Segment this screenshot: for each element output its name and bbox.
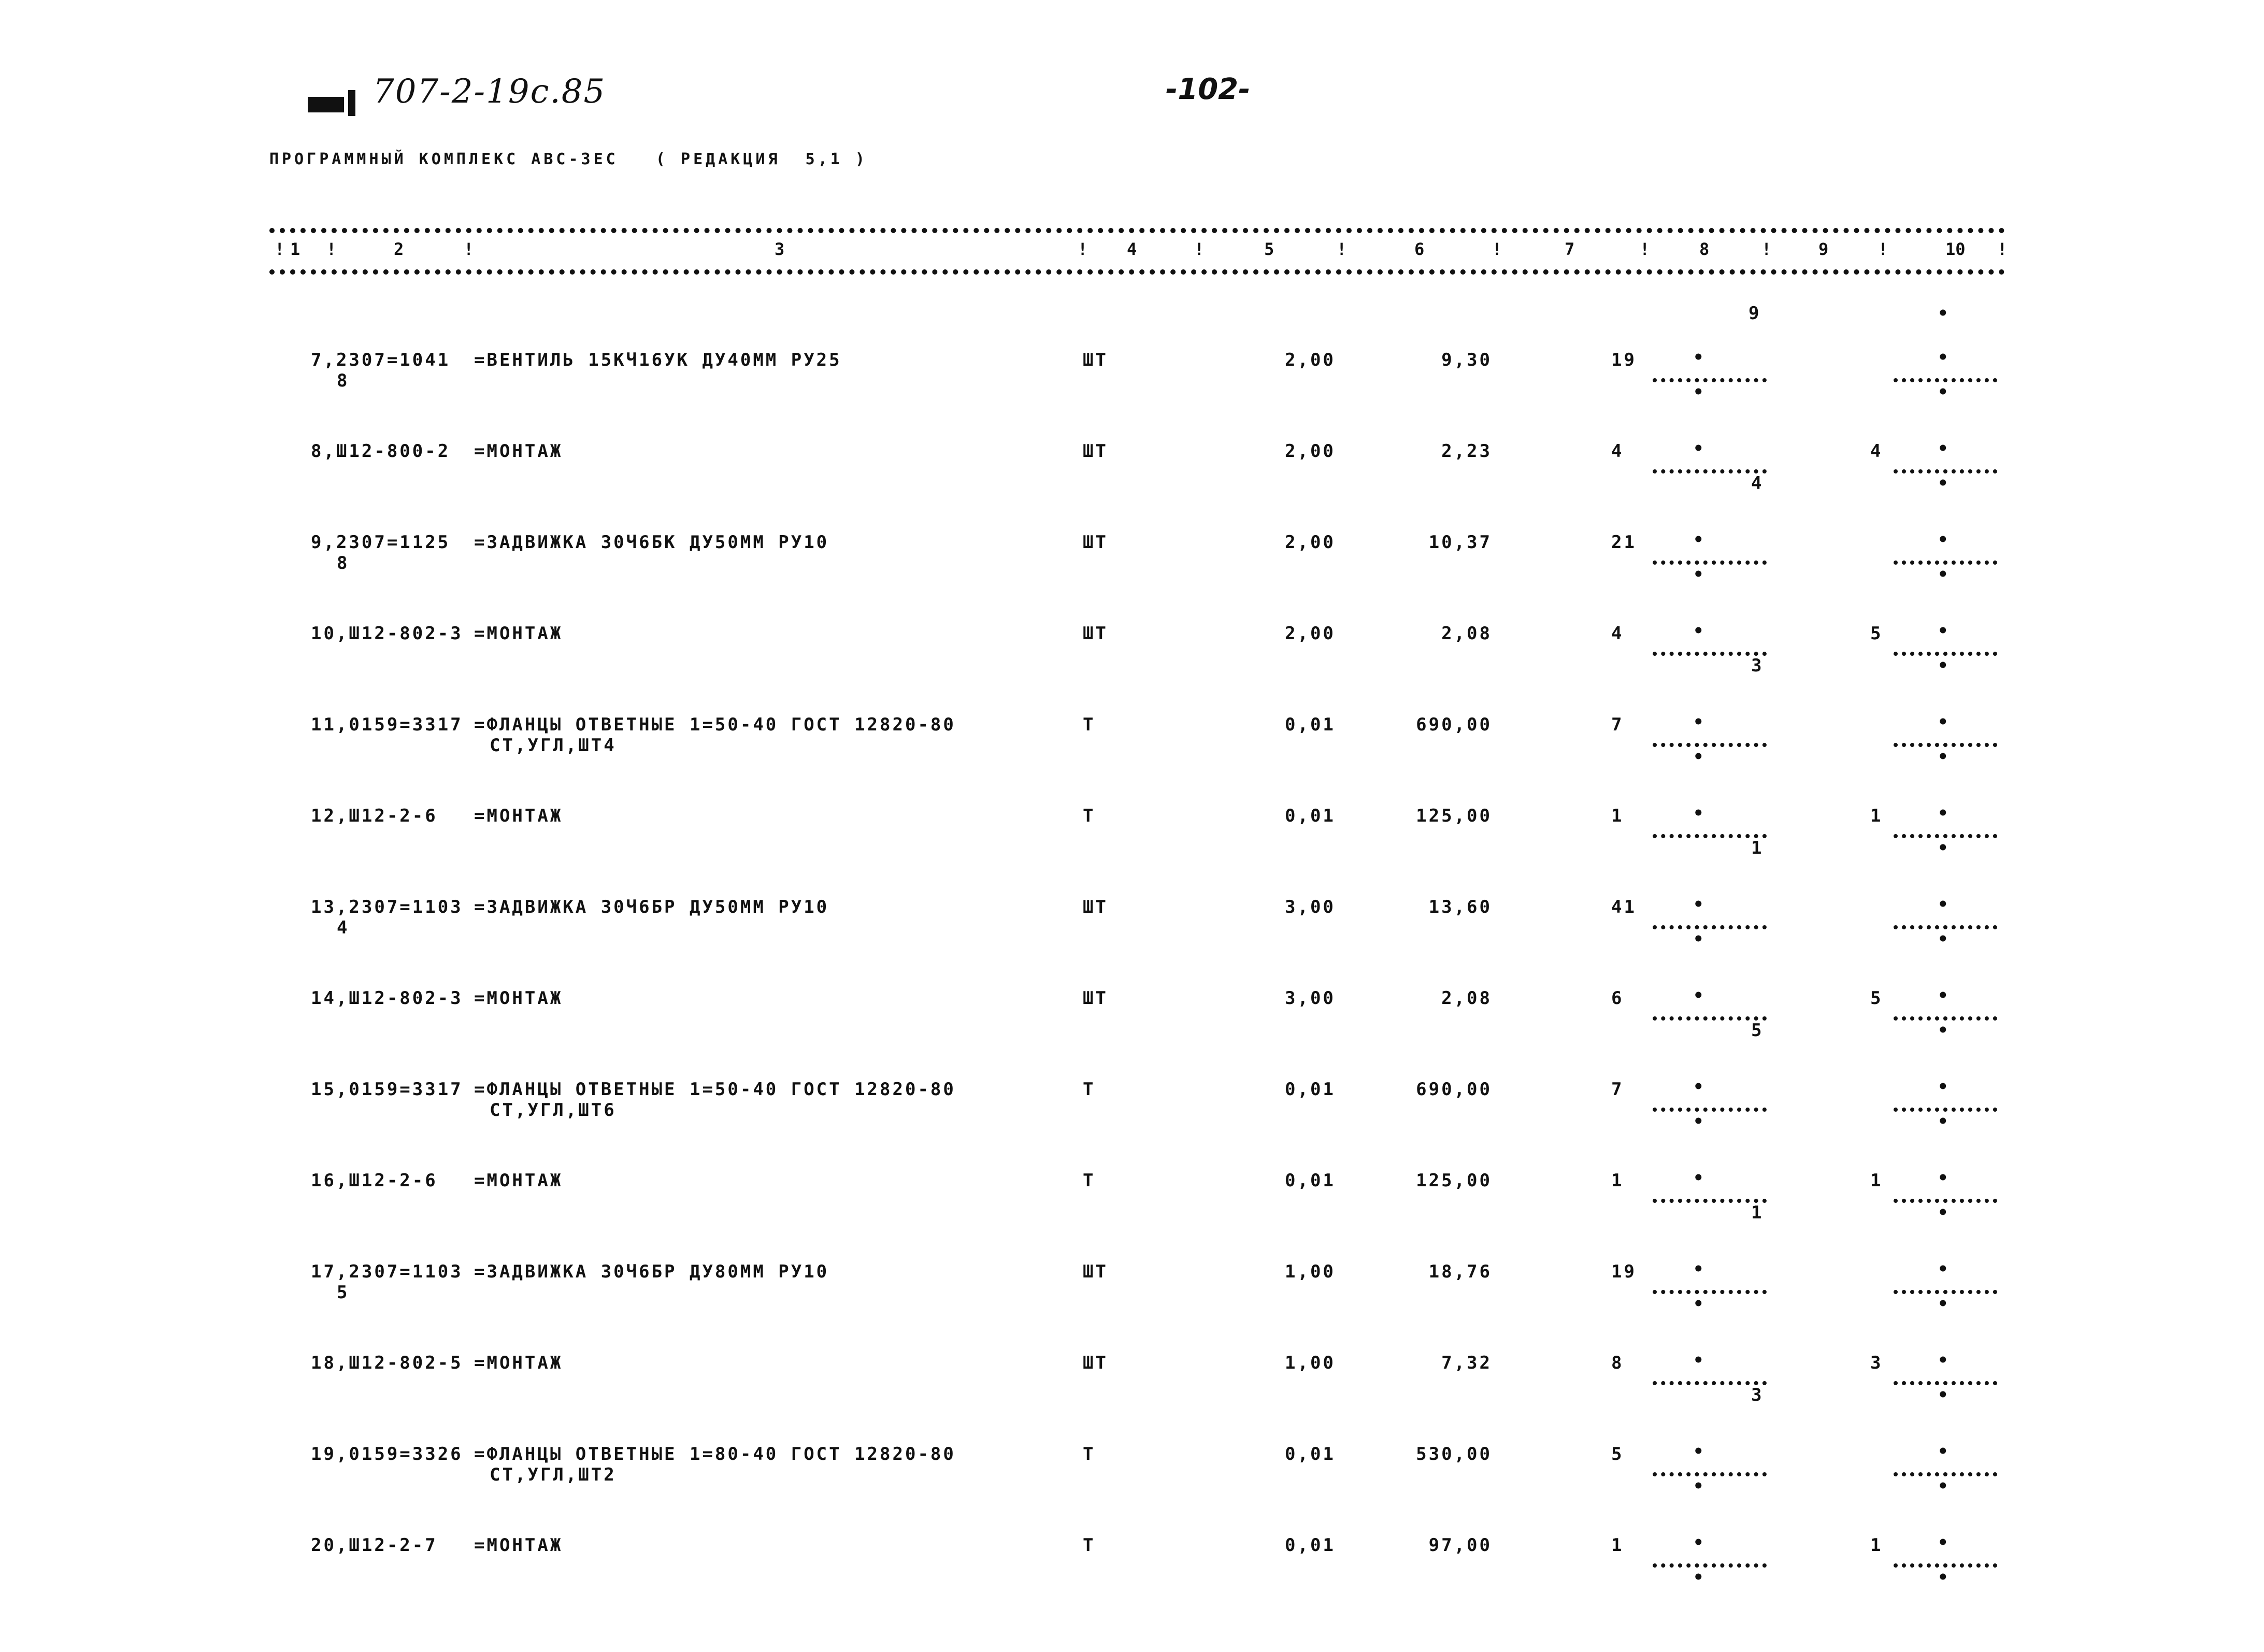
row-name-continued: СТ,УГЛ,ШТ6 — [490, 1100, 617, 1121]
row-col7-value: 4 — [1611, 441, 1624, 462]
header-bottom-border — [269, 269, 2005, 275]
row-sub-index: 4 — [337, 917, 350, 938]
row-quantity: 2,00 — [1285, 441, 1336, 462]
row-col8-bottom: 1 — [1751, 1202, 1764, 1223]
column-header-1: 1 — [290, 239, 300, 259]
col10-top-dot: • — [1938, 529, 1948, 550]
row-col7-value: 8 — [1611, 1353, 1624, 1373]
col8-top-dot: • — [1693, 985, 1704, 1006]
col8-top-dot: • — [1693, 803, 1704, 824]
row-price: 2,08 — [1441, 623, 1492, 644]
row-col8-bottom: 4 — [1751, 473, 1764, 494]
row-col9-value: 3 — [1870, 1353, 1883, 1373]
col10-bottom-dot: • — [1938, 746, 1948, 767]
row-col9-value: 1 — [1870, 1535, 1883, 1556]
page-number: -102- — [1166, 73, 1251, 106]
col8-top-dot: • — [1693, 621, 1704, 641]
col10-bottom-dot: • — [1938, 1202, 1948, 1223]
col8-top-dot: • — [1693, 1350, 1704, 1371]
row-col9-value: 5 — [1870, 623, 1883, 644]
col8-top-dot: • — [1693, 1532, 1704, 1553]
row-quantity: 2,00 — [1285, 623, 1336, 644]
col8-top-dot: • — [1693, 1076, 1704, 1097]
col8-fraction-line — [1653, 1016, 1767, 1021]
row-name: =ЗАДВИЖКА 30Ч6БР ДУ50ММ РУ10 — [474, 897, 829, 917]
document-code: 707-2-19с.85 — [373, 73, 606, 111]
row-col9-value: 4 — [1870, 441, 1883, 462]
row-quantity: 0,01 — [1285, 714, 1336, 735]
row-code: 17,2307=1103 — [311, 1261, 463, 1282]
row-unit: ШТ — [1083, 897, 1108, 917]
row-code: 9,2307=1125 — [311, 532, 451, 553]
row-col8-bottom: 3 — [1751, 1385, 1764, 1405]
row-unit: ШТ — [1083, 350, 1108, 370]
row-name: =ЗАДВИЖКА 30Ч6БР ДУ80ММ РУ10 — [474, 1261, 829, 1282]
row-name: =МОНТАЖ — [474, 806, 563, 826]
row-sub-index: 5 — [337, 1282, 350, 1303]
row-name: =ФЛАНЦЫ ОТВЕТНЫЕ 1=50-40 ГОСТ 12820-80 — [474, 714, 956, 735]
col10-top-dot: • — [1938, 1168, 1948, 1188]
col8-top-dot: • — [1693, 894, 1704, 915]
row-name: =МОНТАЖ — [474, 1353, 563, 1373]
column-header-10: 10 — [1945, 239, 1966, 259]
header-note-col8: 9 — [1749, 303, 1761, 324]
row-name: =ЗАДВИЖКА 30Ч6БК ДУ50ММ РУ10 — [474, 532, 829, 553]
row-col7-value: 4 — [1611, 623, 1624, 644]
row-unit: ШТ — [1083, 1261, 1108, 1282]
row-code: 16,Ш12-2-6 — [311, 1170, 438, 1191]
col10-top-dot: • — [1938, 803, 1948, 824]
row-code: 14,Ш12-802-3 — [311, 988, 463, 1009]
row-code: 19,0159=3326 — [311, 1444, 463, 1464]
row-name: =ВЕНТИЛЬ 15КЧ16УК ДУ40ММ РУ25 — [474, 350, 842, 370]
row-unit: Т — [1083, 1535, 1096, 1556]
column-header-3: 3 — [775, 239, 785, 259]
col10-bottom-dot: • — [1938, 838, 1948, 858]
col10-bottom-dot: • — [1938, 929, 1948, 950]
row-col8-bottom: 5 — [1751, 1020, 1764, 1041]
col8-fraction-line — [1653, 925, 1767, 929]
row-col9-value: 1 — [1870, 1170, 1883, 1191]
column-header-6: 6 — [1414, 239, 1425, 259]
column-header-4: 4 — [1127, 239, 1137, 259]
col10-bottom-dot: • — [1938, 655, 1948, 676]
col8-top-dot: • — [1693, 1259, 1704, 1280]
col8-top-dot: • — [1693, 712, 1704, 732]
col8-bottom-dot: • — [1693, 564, 1704, 585]
row-col7-value: 1 — [1611, 1170, 1624, 1191]
row-col7-value: 1 — [1611, 806, 1624, 826]
col10-top-dot: • — [1938, 621, 1948, 641]
row-quantity: 0,01 — [1285, 1444, 1336, 1464]
col10-bottom-dot: • — [1938, 1294, 1948, 1314]
col8-fraction-line — [1653, 1199, 1767, 1203]
row-col8-bottom: 1 — [1751, 838, 1764, 858]
row-col7-value: 19 — [1611, 350, 1637, 370]
row-code: 8,Ш12-800-2 — [311, 441, 451, 462]
row-quantity: 0,01 — [1285, 1079, 1336, 1100]
col8-bottom-dot: • — [1693, 1111, 1704, 1132]
row-col7-value: 6 — [1611, 988, 1624, 1009]
row-quantity: 3,00 — [1285, 897, 1336, 917]
col8-top-dot: • — [1693, 438, 1704, 459]
row-price: 2,23 — [1441, 441, 1492, 462]
row-col7-value: 7 — [1611, 1079, 1624, 1100]
row-name-continued: СТ,УГЛ,ШТ4 — [490, 735, 617, 756]
row-name: =ФЛАНЦЫ ОТВЕТНЫЕ 1=80-40 ГОСТ 12820-80 — [474, 1444, 956, 1464]
row-unit: ШТ — [1083, 623, 1108, 644]
row-price: 690,00 — [1416, 714, 1492, 735]
col10-bottom-dot: • — [1938, 382, 1948, 403]
col10-bottom-dot: • — [1938, 1385, 1948, 1405]
col8-bottom-dot: • — [1693, 1294, 1704, 1314]
row-col7-value: 41 — [1611, 897, 1637, 917]
row-name: =МОНТАЖ — [474, 623, 563, 644]
row-code: 10,Ш12-802-3 — [311, 623, 463, 644]
col10-top-dot: • — [1938, 985, 1948, 1006]
row-col9-value: 5 — [1870, 988, 1883, 1009]
row-price: 97,00 — [1428, 1535, 1492, 1556]
row-unit: ШТ — [1083, 988, 1108, 1009]
row-unit: Т — [1083, 1444, 1096, 1464]
row-col7-value: 7 — [1611, 714, 1624, 735]
row-quantity: 1,00 — [1285, 1353, 1336, 1373]
col8-fraction-line — [1653, 1108, 1767, 1112]
row-unit: Т — [1083, 806, 1096, 826]
col8-bottom-dot: • — [1693, 746, 1704, 767]
row-price: 10,37 — [1428, 532, 1492, 553]
col8-top-dot: • — [1693, 1441, 1704, 1462]
col10-top-dot: • — [1938, 712, 1948, 732]
row-col7-value: 21 — [1611, 532, 1637, 553]
stamp-mark — [298, 78, 355, 109]
row-code: 13,2307=1103 — [311, 897, 463, 917]
row-price: 9,30 — [1441, 350, 1492, 370]
col10-bottom-dot: • — [1938, 1020, 1948, 1041]
column-header-7: 7 — [1565, 239, 1575, 259]
row-quantity: 0,01 — [1285, 1535, 1336, 1556]
row-unit: ШТ — [1083, 441, 1108, 462]
row-unit: Т — [1083, 1170, 1096, 1191]
col8-fraction-line — [1653, 378, 1767, 382]
col10-top-dot: • — [1938, 1259, 1948, 1280]
row-code: 15,0159=3317 — [311, 1079, 463, 1100]
col10-bottom-dot: • — [1938, 1567, 1948, 1588]
col8-bottom-dot: • — [1693, 929, 1704, 950]
row-col8-bottom: 3 — [1751, 655, 1764, 676]
col8-fraction-line — [1653, 469, 1767, 473]
row-quantity: 2,00 — [1285, 532, 1336, 553]
row-col9-value: 1 — [1870, 806, 1883, 826]
col8-fraction-line — [1653, 743, 1767, 747]
row-price: 18,76 — [1428, 1261, 1492, 1282]
col10-top-dot: • — [1938, 1350, 1948, 1371]
col10-top-dot: • — [1938, 1441, 1948, 1462]
row-name: =МОНТАЖ — [474, 1535, 563, 1556]
column-header-2: 2 — [394, 239, 404, 259]
col10-bottom-dot: • — [1938, 473, 1948, 494]
row-unit: Т — [1083, 1079, 1096, 1100]
header-note-col10-dot: • — [1938, 303, 1948, 324]
row-quantity: 0,01 — [1285, 806, 1336, 826]
row-col7-value: 5 — [1611, 1444, 1624, 1464]
row-name: =МОНТАЖ — [474, 988, 563, 1009]
col8-bottom-dot: • — [1693, 382, 1704, 403]
row-unit: Т — [1083, 714, 1096, 735]
col10-bottom-dot: • — [1938, 1111, 1948, 1132]
col8-fraction-line — [1653, 652, 1767, 656]
row-sub-index: 8 — [337, 553, 350, 573]
col8-bottom-dot: • — [1693, 1476, 1704, 1497]
program-title: ПРОГРАММНЫЙ КОМПЛЕКС АВС-3ЕС ( РЕДАКЦИЯ 5,1 ) — [269, 150, 868, 168]
row-col7-value: 19 — [1611, 1261, 1637, 1282]
row-price: 7,32 — [1441, 1353, 1492, 1373]
row-quantity: 3,00 — [1285, 988, 1336, 1009]
row-col7-value: 1 — [1611, 1535, 1624, 1556]
row-name: =ФЛАНЦЫ ОТВЕТНЫЕ 1=50-40 ГОСТ 12820-80 — [474, 1079, 956, 1100]
row-name: =МОНТАЖ — [474, 441, 563, 462]
col10-bottom-dot: • — [1938, 564, 1948, 585]
col8-fraction-line — [1653, 834, 1767, 838]
col10-bottom-dot: • — [1938, 1476, 1948, 1497]
col8-bottom-dot: • — [1693, 1567, 1704, 1588]
stamp-blot-icon — [308, 88, 365, 119]
col10-top-dot: • — [1938, 894, 1948, 915]
col10-top-dot: • — [1938, 347, 1948, 368]
row-unit: ШТ — [1083, 532, 1108, 553]
col8-top-dot: • — [1693, 529, 1704, 550]
row-price: 125,00 — [1416, 806, 1492, 826]
row-code: 12,Ш12-2-6 — [311, 806, 438, 826]
column-header-9: 9 — [1818, 239, 1829, 259]
col8-fraction-line — [1653, 1381, 1767, 1385]
col8-top-dot: • — [1693, 1168, 1704, 1188]
row-price: 690,00 — [1416, 1079, 1492, 1100]
row-unit: ШТ — [1083, 1353, 1108, 1373]
row-code: 7,2307=1041 — [311, 350, 451, 370]
row-code: 11,0159=3317 — [311, 714, 463, 735]
row-sub-index: 8 — [337, 370, 350, 391]
row-price: 125,00 — [1416, 1170, 1492, 1191]
row-code: 20,Ш12-2-7 — [311, 1535, 438, 1556]
col10-top-dot: • — [1938, 1076, 1948, 1097]
row-quantity: 1,00 — [1285, 1261, 1336, 1282]
header-top-border — [269, 228, 2005, 233]
row-price: 2,08 — [1441, 988, 1492, 1009]
row-name: =МОНТАЖ — [474, 1170, 563, 1191]
row-price: 13,60 — [1428, 897, 1492, 917]
col8-fraction-line — [1653, 1290, 1767, 1294]
row-quantity: 2,00 — [1285, 350, 1336, 370]
column-header-5: 5 — [1264, 239, 1274, 259]
row-quantity: 0,01 — [1285, 1170, 1336, 1191]
row-price: 530,00 — [1416, 1444, 1492, 1464]
col8-fraction-line — [1653, 561, 1767, 565]
col10-top-dot: • — [1938, 1532, 1948, 1553]
col8-fraction-line — [1653, 1472, 1767, 1476]
column-header-8: 8 — [1699, 239, 1710, 259]
row-code: 18,Ш12-802-5 — [311, 1353, 463, 1373]
col8-fraction-line — [1653, 1563, 1767, 1568]
col10-top-dot: • — [1938, 438, 1948, 459]
col8-top-dot: • — [1693, 347, 1704, 368]
row-name-continued: СТ,УГЛ,ШТ2 — [490, 1464, 617, 1485]
